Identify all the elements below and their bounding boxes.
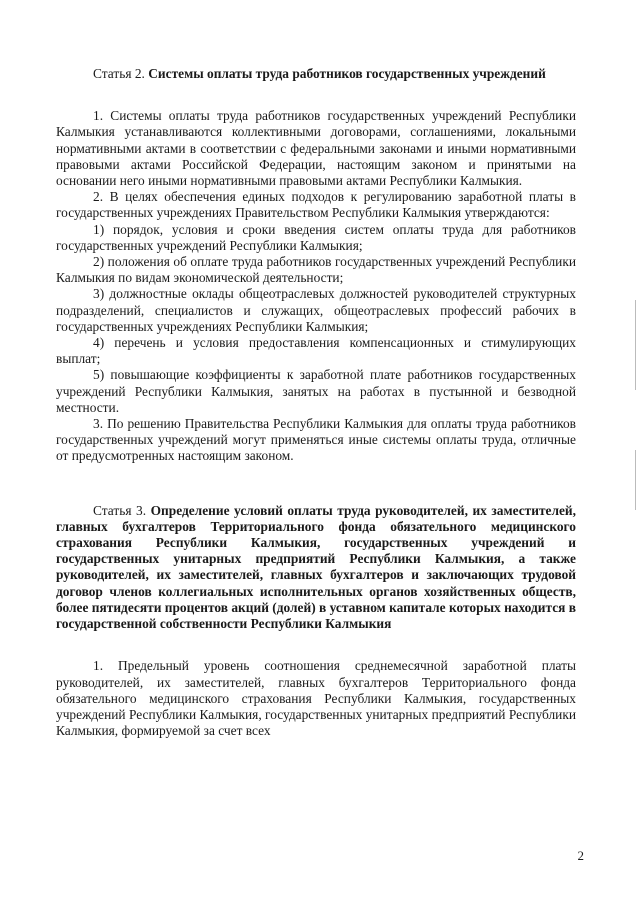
article-2-paragraph: 3) должностные оклады общеотраслевых должностей руководителей структурных подразделений, специалистов и служащих, общеотраслевых профессий рабочих в государственных учреждениях Республики Калмыкия;: [56, 286, 576, 334]
article-2-paragraph: 1) порядок, условия и сроки введения систем оплаты труда для работников государственных учреждений Республики Калмыкия;: [56, 221, 576, 253]
article-2-paragraph: 1. Системы оплаты труда работников государственных учреждений Республики Калмыкия устанавливаются коллективными договорами, соглашениями, локальными нормативными актами в соответствии с федеральными законами и иными нормативными правовыми актами Российской Федерации, настоящим законом и принятыми на основании него иными нормативными правовыми актами Республики Калмыкия.: [56, 108, 576, 189]
article-2-paragraph: 2. В целях обеспечения единых подходов к регулированию заработной платы в государственных учреждениях Правительством Республики Калмыкия утверждаются:: [56, 189, 576, 221]
article-3-prefix: Статья 3.: [93, 502, 151, 518]
article-2-prefix: Статья 2.: [93, 66, 149, 81]
article-3-title: Определение условий оплаты труда руководителей, их заместителей, главных бухгалтеров Территориального фонда обязательного медицинского страхования Республики Калмыкия, государственных учреждений и государственных унитарных предприятий Республики Калмыкия, а также руководителей, их заместителей, главных бухгалтеров и заключающих трудовой договор членов коллегиальных исполнительных органов хозяйственных обществ, более пятидесяти процентов акций (долей) в уставном капитале которых находится в государственной собственности Республики Калмыкия: [56, 502, 576, 632]
article-2-heading: [56, 66, 576, 82]
article-3-paragraph: 1. Предельный уровень соотношения среднемесячной заработной платы руководителей, их заместителей, главных бухгалтеров Территориального фонда обязательного медицинского страхования Республики Калмыкия, государственных учреждений Республики Калмыкия, государственных унитарных предприятий Республики Калмыкия, формируемой за счет всех: [56, 658, 576, 739]
article-2-paragraph: 3. По решению Правительства Республики Калмыкия для оплаты труда работников государственных учреждений могут применяться иные системы оплаты труда, отличные от предусмотренных настоящим законом.: [56, 416, 576, 464]
scan-edge-mark: [635, 300, 636, 390]
article-3-heading: [56, 503, 576, 633]
article-2-title: Системы оплаты труда работников государственных учреждений: [148, 66, 546, 81]
document-page: [56, 66, 576, 739]
article-2-paragraph: 2) положения об оплате труда работников государственных учреждений Республики Калмыкия по видам экономической деятельности;: [56, 254, 576, 286]
page-number: 2: [577, 848, 584, 863]
article-2-paragraph: 5) повышающие коэффициенты к заработной плате работников государственных учреждений Республики Калмыкия, занятых на работах в пустынной и безводной местности.: [56, 367, 576, 415]
scan-edge-mark: [635, 450, 636, 510]
article-2-paragraph: 4) перечень и условия предоставления компенсационных и стимулирующих выплат;: [56, 335, 576, 367]
